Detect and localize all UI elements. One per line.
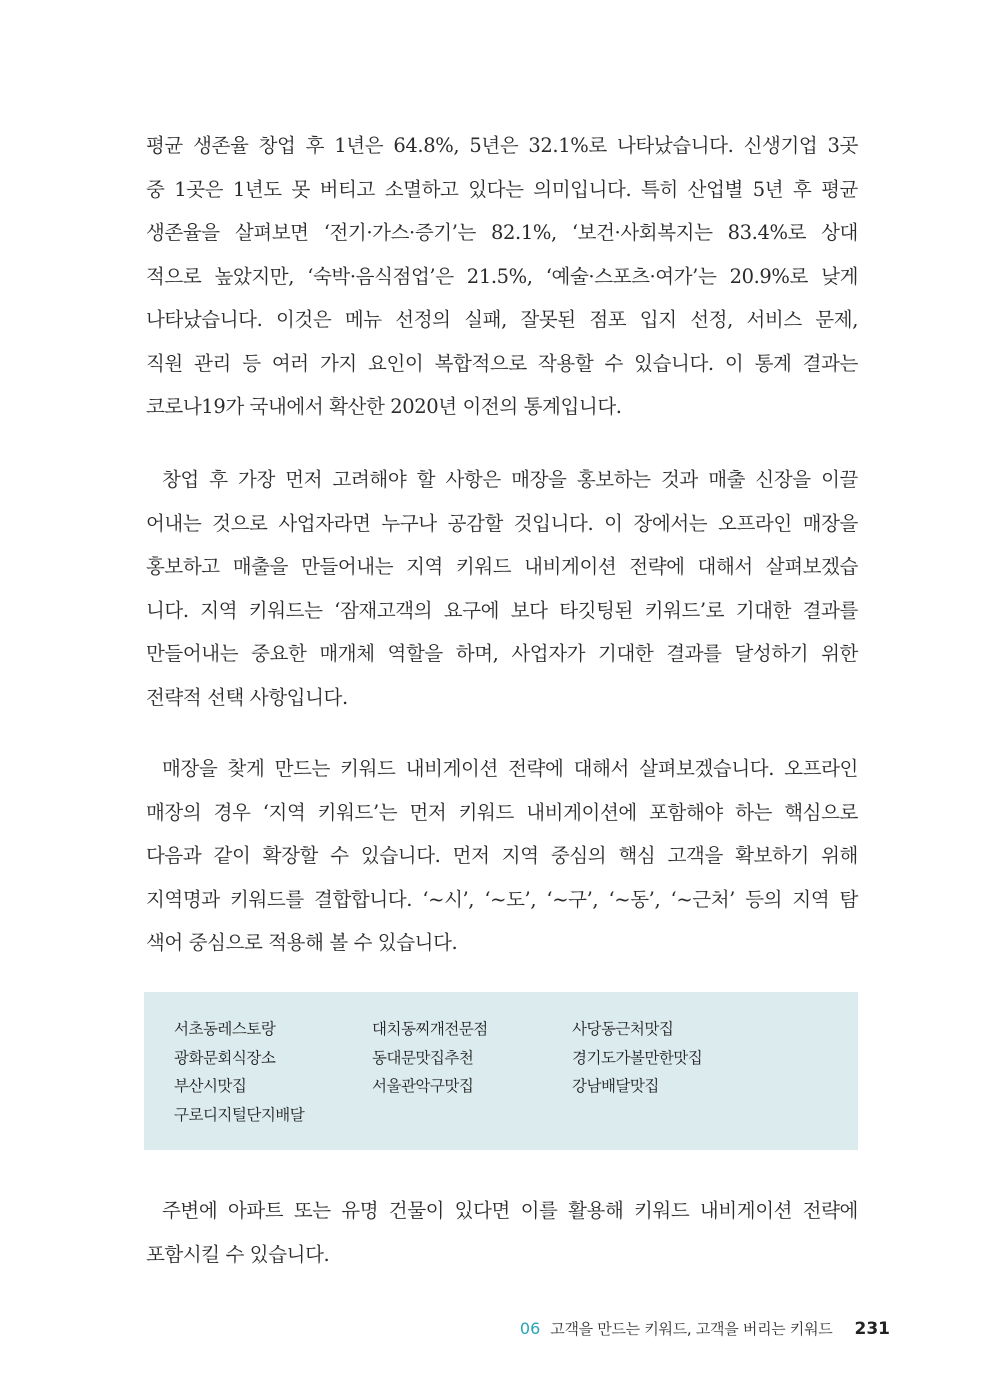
keyword-item: 서울관악구맛집 <box>372 1077 474 1095</box>
page-footer <box>520 1318 890 1339</box>
paragraph-3 <box>146 747 858 965</box>
text-line: 만들어내는 중요한 매개체 역할을 하며, 사업자가 기대한 결과를 달성하기 위한 <box>146 642 858 665</box>
text-line: 중 1곳은 1년도 못 버티고 소멸하고 있다는 의미입니다. 특히 산업별 5년 후 평균 <box>146 177 858 201</box>
keyword-item: 대치동찌개전문점 <box>372 1020 488 1038</box>
text-line: 생존율을 살펴보면 ‘전기·가스·증기’는 82.1%, ‘보건·사회복지는 83.4%로 상대 <box>146 221 858 244</box>
text-line: 포함시킬 수 있습니다. <box>146 1242 330 1266</box>
keyword-item: 동대문맛집추천 <box>372 1048 474 1067</box>
text-line: 적으로 높았지만, ‘숙박·음식점업’은 21.5%, ‘예술·스포츠·여가’는 20.9%로 낮게 <box>146 264 858 288</box>
text-line: 전략적 선택 사항입니다. <box>146 685 348 709</box>
keyword-item: 서초동레스토랑 <box>174 1020 276 1038</box>
keyword-item: 광화문회식장소 <box>174 1048 276 1067</box>
chapter-number: 06 <box>519 1319 541 1338</box>
keyword-column <box>372 1015 488 1101</box>
text-line: 주변에 아파트 또는 유명 건물이 있다면 이를 활용해 키워드 내비게이션 전략에 <box>162 1199 858 1222</box>
text-line: 매장의 경우 ‘지역 키워드’는 먼저 키워드 내비게이션에 포함해야 하는 핵심으로 <box>146 800 858 824</box>
chapter-title: 고객을 만드는 키워드, 고객을 버리는 키워드 <box>550 1320 833 1338</box>
text-line: 어내는 것으로 사업자라면 누구나 공감할 것입니다. 이 장에서는 오프라인 매장을 <box>146 511 858 535</box>
text-line: 색어 중심으로 적용해 볼 수 있습니다. <box>146 931 458 954</box>
keyword-item: 강남배달맛집 <box>572 1077 659 1095</box>
keyword-column <box>572 1015 702 1101</box>
keyword-example-box <box>144 992 858 1150</box>
keyword-item: 경기도가볼만한맛집 <box>572 1048 703 1067</box>
keyword-item: 부산시맛집 <box>174 1077 247 1095</box>
text-line: 매장을 찾게 만드는 키워드 내비게이션 전략에 대해서 살펴보겠습니다. 오프라인 <box>162 757 858 780</box>
text-line: 창업 후 가장 먼저 고려해야 할 사항은 매장을 홍보하는 것과 매출 신장을 이끌 <box>162 468 858 491</box>
keyword-item: 구로디지털단지배달 <box>174 1105 305 1124</box>
text-line: 평균 생존율 창업 후 1년은 64.8%, 5년은 32.1%로 나타났습니다. 신생기업 3곳 <box>146 134 858 157</box>
paragraph-2 <box>146 458 858 719</box>
paragraph-4 <box>146 1189 858 1276</box>
text-line: 니다. 지역 키워드는 ‘잠재고객의 요구에 보다 타깃팅된 키워드’로 기대한 결과를 <box>146 598 858 622</box>
keyword-item: 사당동근처맛집 <box>572 1020 674 1038</box>
keyword-column <box>174 1015 304 1129</box>
page-number: 231 <box>854 1319 890 1339</box>
text-line: 나타났습니다. 이것은 메뉴 선정의 실패, 잘못된 점포 입지 선정, 서비스 문제, <box>146 308 858 331</box>
paragraph-1 <box>146 124 858 429</box>
text-line: 다음과 같이 확장할 수 있습니다. 먼저 지역 중심의 핵심 고객을 확보하기 위해 <box>146 844 858 867</box>
text-line: 홍보하고 매출을 만들어내는 지역 키워드 내비게이션 전략에 대해서 살펴보겠습 <box>146 555 858 578</box>
text-line: 직원 관리 등 여러 가지 요인이 복합적으로 작용할 수 있습니다. 이 통계 결과는 <box>146 351 858 375</box>
text-line: 코로나19가 국내에서 확산한 2020년 이전의 통계입니다. <box>146 395 622 418</box>
text-line: 지역명과 키워드를 결합합니다. ‘~시’, ‘~도’, ‘~구’, ‘~동’, ‘~근처’ 등의 지역 탐 <box>146 887 858 911</box>
